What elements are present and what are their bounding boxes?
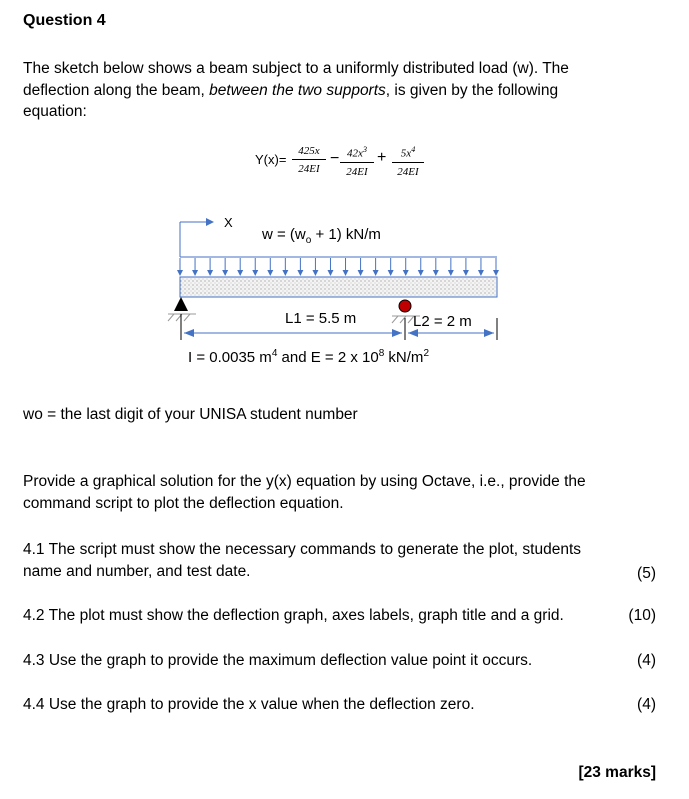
material-properties: I = 0.0035 $m^4$ and E = 2 x $10^8$ $kN/m^2$	[188, 348, 429, 366]
load-label: $w = (w_o + 1)$ kN/m	[262, 226, 381, 246]
udl-arrow-head	[207, 270, 213, 276]
udl-arrow-head	[433, 270, 439, 276]
item-4-2-marks: (10)	[628, 607, 656, 624]
udl-arrow-head	[267, 270, 273, 276]
equation-term-3: $5x^4$ 24EI	[392, 145, 424, 178]
udl-arrow-head	[373, 270, 379, 276]
item-4-2: 4.2 The plot must show the deflection graph, axes labels, graph title and a grid.	[23, 607, 564, 624]
item-4-3: 4.3 Use the graph to provide the maximum deflection value point it occurs.	[23, 652, 533, 669]
udl-arrow-head	[388, 270, 394, 276]
udl-arrow-head	[222, 270, 228, 276]
udl-arrow-head	[237, 270, 243, 276]
intro-emphasis: between the two supports	[209, 82, 386, 99]
task-line-1: Provide a graphical solution for the y(x) equation by using Octave, i.e., provide the	[23, 473, 586, 490]
item-4-1-marks: (5)	[637, 565, 656, 582]
l2-label: L2 = 2 m	[413, 313, 472, 330]
udl-arrow-head	[478, 270, 484, 276]
distributed-load	[177, 257, 499, 276]
udl-arrow-head	[252, 270, 258, 276]
question-heading: Question 4	[23, 12, 106, 29]
item-4-1-line-2: name and number, and test date.	[23, 563, 251, 580]
equation-minus: −	[330, 150, 340, 167]
item-4-4: 4.4 Use the graph to provide the x value when the deflection zero.	[23, 696, 475, 713]
udl-arrow-head	[493, 270, 499, 276]
udl-arrow-head	[463, 270, 469, 276]
udl-arrow-head	[177, 270, 183, 276]
udl-arrow-head	[297, 270, 303, 276]
equation-term-1: 425x 24EI	[292, 145, 326, 175]
udl-arrow-head	[403, 270, 409, 276]
intro-line-2: deflection along the beam, between the two supports, is given by the following	[23, 82, 559, 99]
x-axis-label: X	[224, 215, 233, 230]
equation-plus: +	[377, 149, 387, 166]
pin-support	[168, 297, 196, 340]
udl-arrows	[177, 258, 499, 276]
equation-lhs: Y(x)=	[255, 152, 287, 167]
task-line-2: command script to plot the deflection equation.	[23, 495, 344, 512]
udl-arrow-head	[312, 270, 318, 276]
x-axis-arrow	[180, 222, 213, 257]
item-4-3-marks: (4)	[637, 652, 656, 669]
beam	[180, 277, 497, 297]
udl-arrow-head	[343, 270, 349, 276]
w0-note: wo = the last digit of your UNISA student number	[23, 406, 358, 423]
l1-label: L1 = 5.5 m	[285, 310, 357, 327]
udl-arrow-head	[448, 270, 454, 276]
udl-arrow-head	[327, 270, 333, 276]
intro-line-1: The sketch below shows a beam subject to a uniformly distributed load (w). The	[23, 60, 569, 77]
equation-term-2: $42x^3$ 24EI	[340, 145, 374, 178]
udl-arrow-head	[418, 270, 424, 276]
item-4-4-marks: (4)	[637, 696, 656, 713]
total-marks: [23 marks]	[578, 764, 656, 781]
item-4-1-line-1: 4.1 The script must show the necessary commands to generate the plot, students	[23, 541, 582, 558]
udl-arrow-head	[358, 270, 364, 276]
intro-line-3: equation:	[23, 103, 87, 120]
udl-arrow-head	[192, 270, 198, 276]
udl-arrow-head	[282, 270, 288, 276]
